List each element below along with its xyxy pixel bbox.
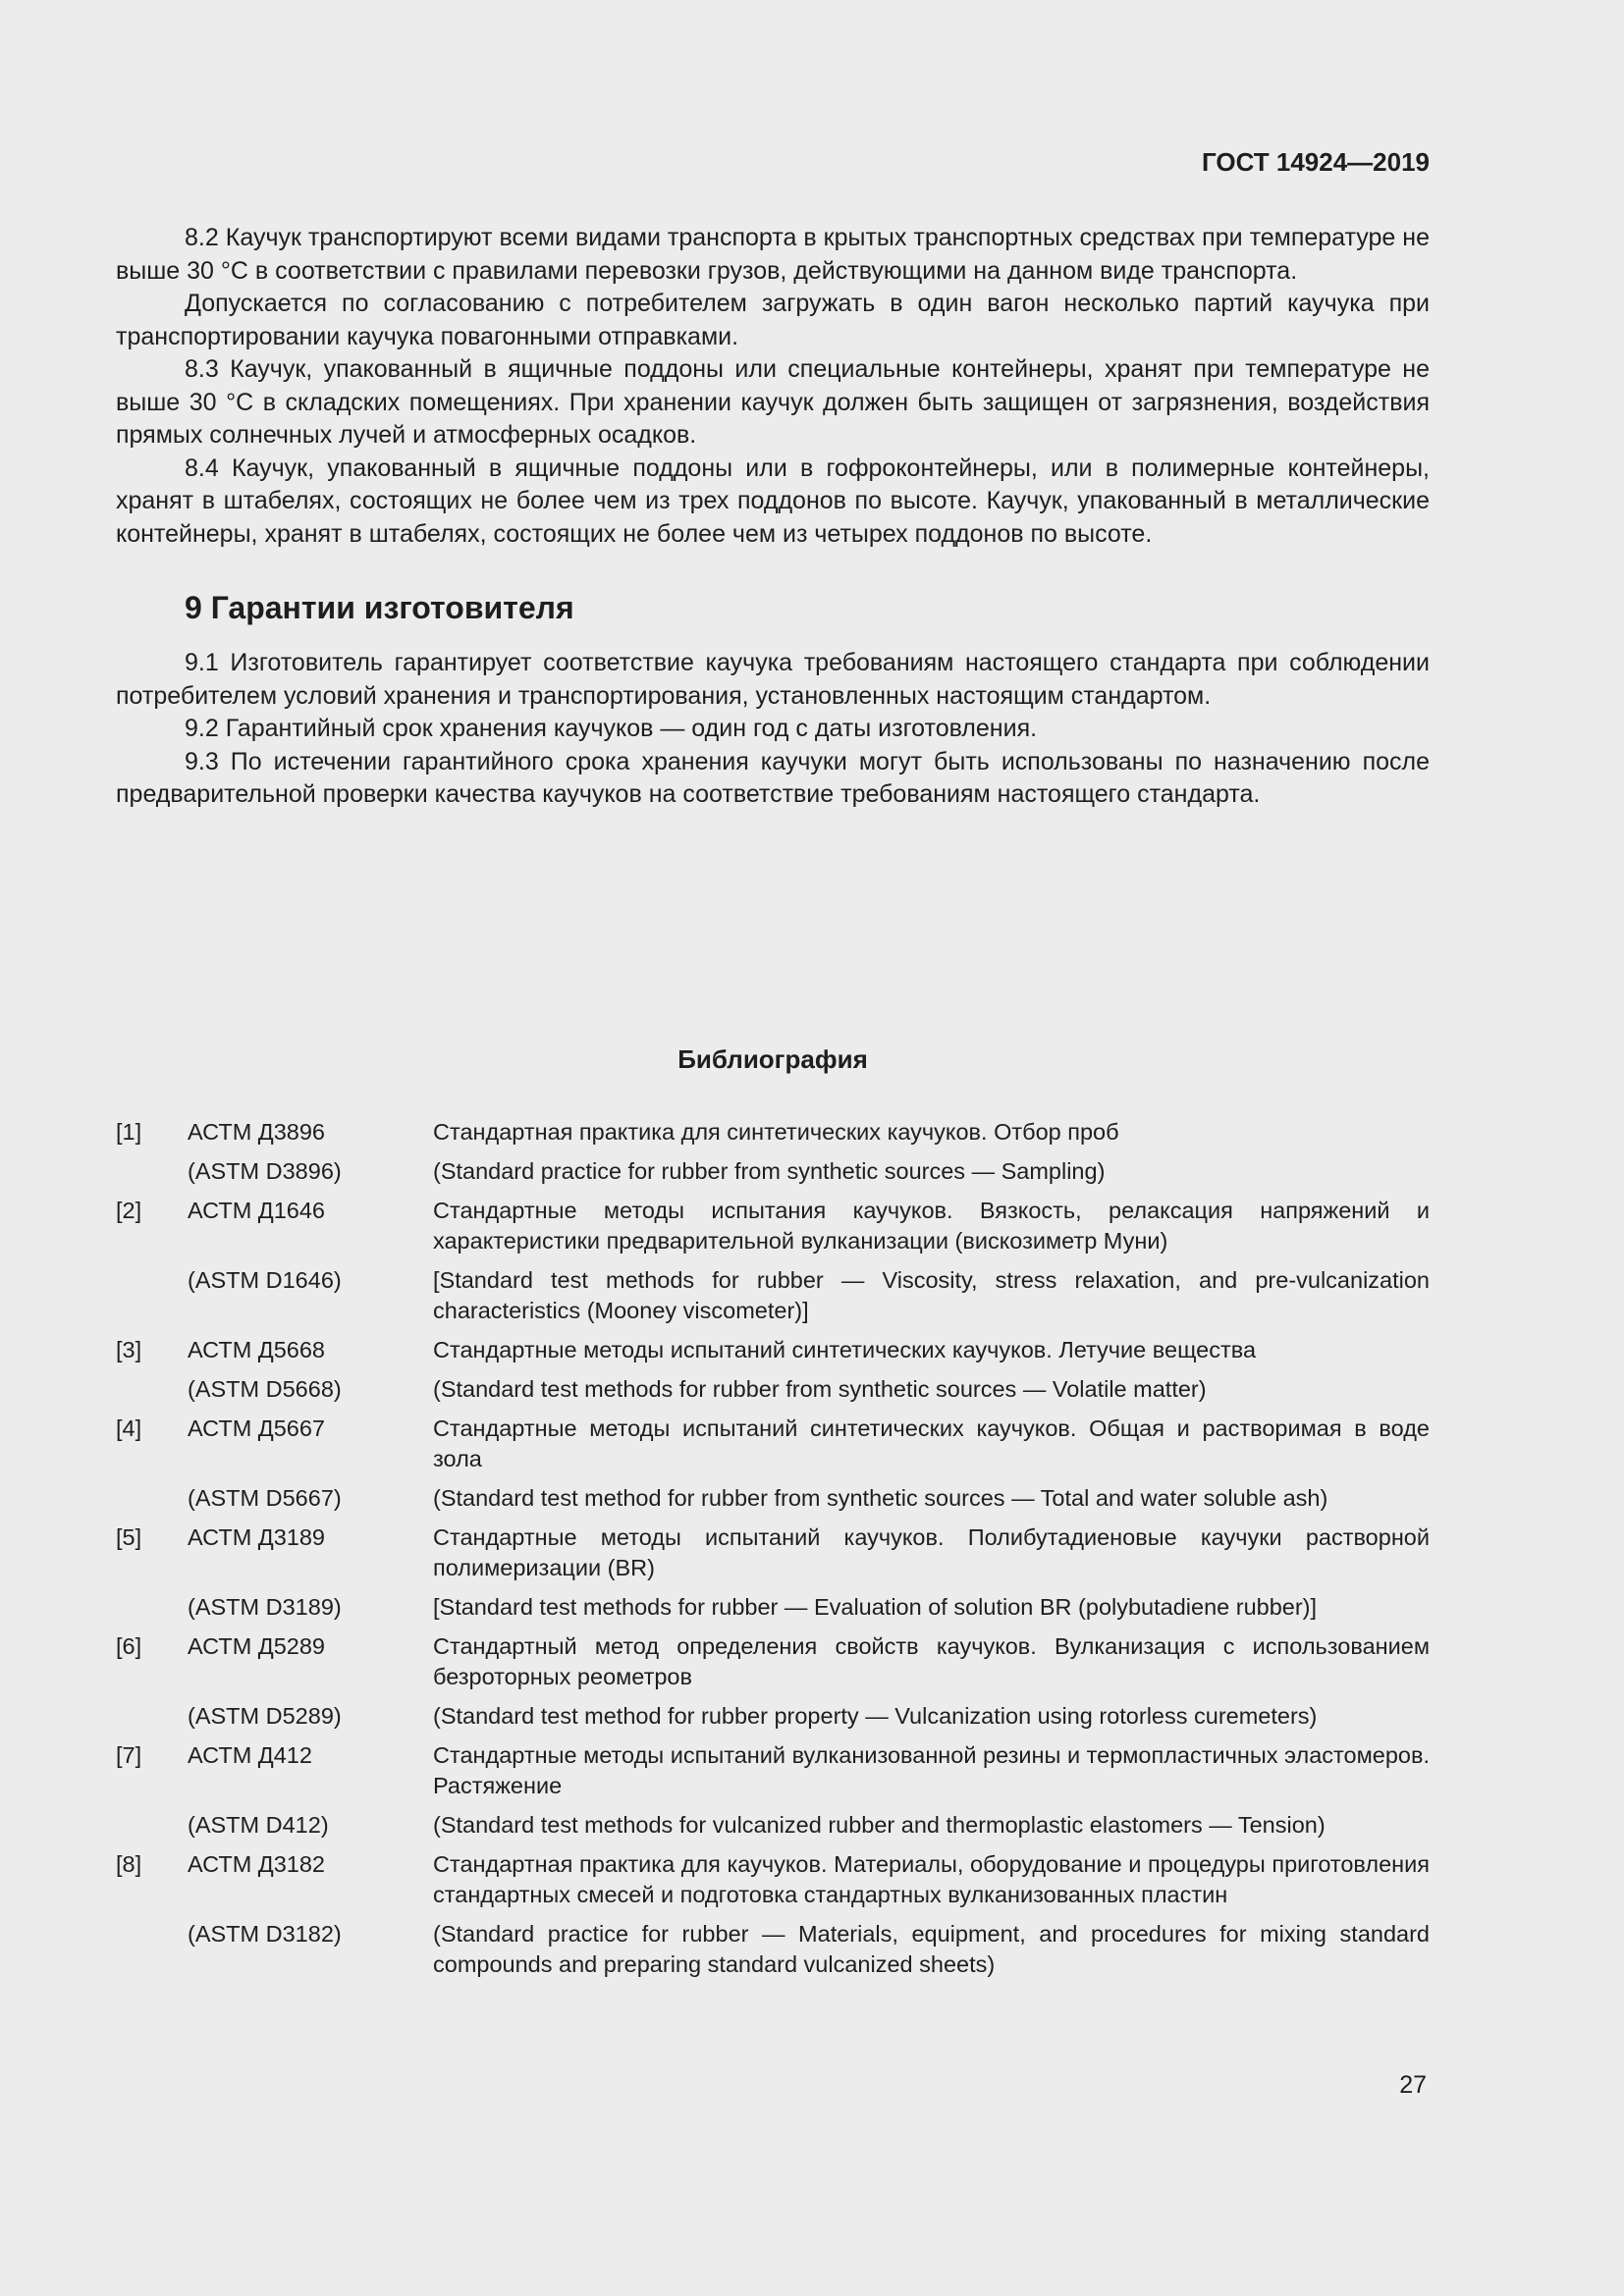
bibliography-entry <box>116 1265 1430 1326</box>
bibliography-entry-code: АСТМ Д3896 <box>188 1119 326 1145</box>
body-text <box>116 222 1430 812</box>
bibliography-entry-title: Стандартные методы испытаний синтетических каучуков. Летучие вещества <box>433 1337 1257 1362</box>
bibliography-entry-code: АСТМ Д1646 <box>188 1198 326 1223</box>
bibliography-entry-code: (ASTM D3896) <box>188 1158 342 1184</box>
bibliography-entry-number: [5] <box>116 1524 142 1550</box>
bibliography-entry-number <box>116 1265 188 1326</box>
section-9-heading: 9 Гарантии изготовителя <box>185 590 574 625</box>
bibliography-entry-code: АСТМ Д5668 <box>188 1337 326 1362</box>
bibliography-entry <box>116 1117 1430 1148</box>
page-number: 27 <box>1399 2071 1427 2099</box>
bibliography-entry-number: [6] <box>116 1633 142 1659</box>
bibliography-list <box>116 1117 1430 1989</box>
bibliography-entry-code: (ASTM D5289) <box>188 1703 342 1729</box>
bibliography-entry <box>116 1849 1430 1910</box>
bibliography-entry-number <box>116 1919 188 1980</box>
bibliography-entry-code: (ASTM D5667) <box>188 1485 342 1511</box>
bibliography-entry <box>116 1919 1430 1980</box>
bibliography-entry <box>116 1196 1430 1256</box>
paragraph-9-1: 9.1 Изготовитель гарантирует соответствие каучука требованиям настоящего стандарта при соблюдении потребителем условий хранения и транспортирования, установленных настоящим стандартом. <box>116 649 1430 710</box>
bibliography-entry <box>116 1631 1430 1692</box>
bibliography-entry-title: (Standard test methods for vulcanized rubber and thermoplastic elastomers — Tension) <box>433 1812 1326 1838</box>
bibliography-entry-code: АСТМ Д3189 <box>188 1524 326 1550</box>
bibliography-entry <box>116 1740 1430 1801</box>
bibliography-entry-title: [Standard test methods for rubber — Viscosity, stress relaxation, and pre-vulcanization characteristics (Mooney viscometer)] <box>433 1267 1430 1323</box>
bibliography-entry-code: АСТМ Д5289 <box>188 1633 326 1659</box>
bibliography-entry-number <box>116 1592 188 1623</box>
paragraph-9-3: 9.3 По истечении гарантийного срока хранения каучуки могут быть использованы по назначению после предварительной проверки качества каучуков на соответствие требованиям настоящего стандарта. <box>116 747 1430 808</box>
paragraph-8-3: 8.3 Каучук, упакованный в ящичные поддоны или специальные контейнеры, хранят при температуре не выше 30 °С в складских помещениях. При хранении каучук должен быть защищен от загрязнения, воздействия прямых солнечных лучей и атмосферных осадков. <box>116 355 1430 449</box>
bibliography-entry-code: (ASTM D1646) <box>188 1267 342 1293</box>
bibliography-entry-title: Стандартная практика для каучуков. Материалы, оборудование и процедуры приготовления стандартных смесей и подготовка стандартных вулканизованных пластин <box>433 1851 1430 1907</box>
bibliography-entry-title: Стандартные методы испытаний синтетических каучуков. Общая и растворимая в воде зола <box>433 1415 1430 1471</box>
bibliography-entry-title: (Standard test methods for rubber from synthetic sources — Volatile matter) <box>433 1376 1207 1402</box>
bibliography-entry-number <box>116 1701 188 1732</box>
bibliography-entry <box>116 1335 1430 1365</box>
bibliography-entry <box>116 1701 1430 1732</box>
bibliography-entry-number: [1] <box>116 1119 142 1145</box>
bibliography-entry <box>116 1592 1430 1623</box>
bibliography-entry-number <box>116 1483 188 1514</box>
bibliography-entry-number: [4] <box>116 1415 142 1441</box>
bibliography-title: Библиография <box>677 1044 868 1074</box>
bibliography-entry-title: (Standard test method for rubber property — Vulcanization using rotorless curemeters) <box>433 1703 1318 1729</box>
bibliography-entry-title: (Standard practice for rubber from synthetic sources — Sampling) <box>433 1158 1106 1184</box>
document-id: ГОСТ 14924—2019 <box>1202 147 1430 177</box>
bibliography-entry-title: (Standard practice for rubber — Materials, equipment, and procedures for mixing standard compounds and preparing standard vulcanized sheets) <box>433 1921 1430 1977</box>
bibliography-entry-title: Стандартная практика для синтетических каучуков. Отбор проб <box>433 1119 1119 1145</box>
bibliography-entry-number: [7] <box>116 1742 142 1768</box>
bibliography-entry-code: (ASTM D5668) <box>188 1376 342 1402</box>
paragraph-8-2-note: Допускается по согласованию с потребителем загружать в один вагон несколько партий каучука при транспортировании каучука повагонными отправками. <box>116 290 1430 350</box>
bibliography-entry-title: [Standard test methods for rubber — Evaluation of solution BR (polybutadiene rubber)] <box>433 1594 1318 1620</box>
bibliography-entry <box>116 1810 1430 1841</box>
bibliography-entry-number <box>116 1156 188 1187</box>
bibliography-entry-code: (ASTM D3182) <box>188 1921 342 1947</box>
bibliography-entry-title: Стандартные методы испытаний каучуков. Полибутадиеновые каучуки растворной полимеризации (BR) <box>433 1524 1430 1580</box>
bibliography-entry-number: [2] <box>116 1198 142 1223</box>
bibliography-entry <box>116 1374 1430 1405</box>
bibliography-entry <box>116 1156 1430 1187</box>
bibliography-entry-number <box>116 1374 188 1405</box>
bibliography-entry-code: (ASTM D412) <box>188 1812 329 1838</box>
paragraph-9-2: 9.2 Гарантийный срок хранения каучуков — один год с даты изготовления. <box>185 715 1038 742</box>
bibliography-entry-code: АСТМ Д3182 <box>188 1851 326 1877</box>
bibliography-entry-title: Стандартные методы испытаний вулканизованной резины и термопластичных эластомеров. Растяжение <box>433 1742 1430 1798</box>
bibliography-entry-number: [3] <box>116 1337 142 1362</box>
bibliography-entry <box>116 1414 1430 1474</box>
bibliography-entry <box>116 1483 1430 1514</box>
bibliography-entry-title: Стандартные методы испытания каучуков. Вязкость, релаксация напряжений и характеристики предварительной вулканизации (вискозиметр Муни) <box>433 1198 1430 1254</box>
bibliography-entry-code: АСТМ Д5667 <box>188 1415 326 1441</box>
paragraph-8-2: 8.2 Каучук транспортируют всеми видами транспорта в крытых транспортных средствах при температуре не выше 30 °С в соответствии с правилами перевозки грузов, действующими на данном виде транспорта. <box>116 224 1430 285</box>
bibliography-entry-code: АСТМ Д412 <box>188 1742 312 1768</box>
paragraph-8-4: 8.4 Каучук, упакованный в ящичные поддоны или в гофроконтейнеры, или в полимерные контейнеры, хранят в штабелях, состоящих не более чем из трех поддонов по высоте. Каучук, упакованный в металлические контейнеры, хранят в штабелях, состоящих не более чем из четырех поддонов по высоте. <box>116 454 1430 548</box>
bibliography-entry-title: (Standard test method for rubber from synthetic sources — Total and water soluble ash) <box>433 1485 1328 1511</box>
bibliography-entry-number <box>116 1810 188 1841</box>
bibliography-entry <box>116 1522 1430 1583</box>
bibliography-entry-number: [8] <box>116 1851 142 1877</box>
bibliography-entry-code: (ASTM D3189) <box>188 1594 342 1620</box>
bibliography-entry-title: Стандартный метод определения свойств каучуков. Вулканизация с использованием безроторных реометров <box>433 1633 1430 1689</box>
